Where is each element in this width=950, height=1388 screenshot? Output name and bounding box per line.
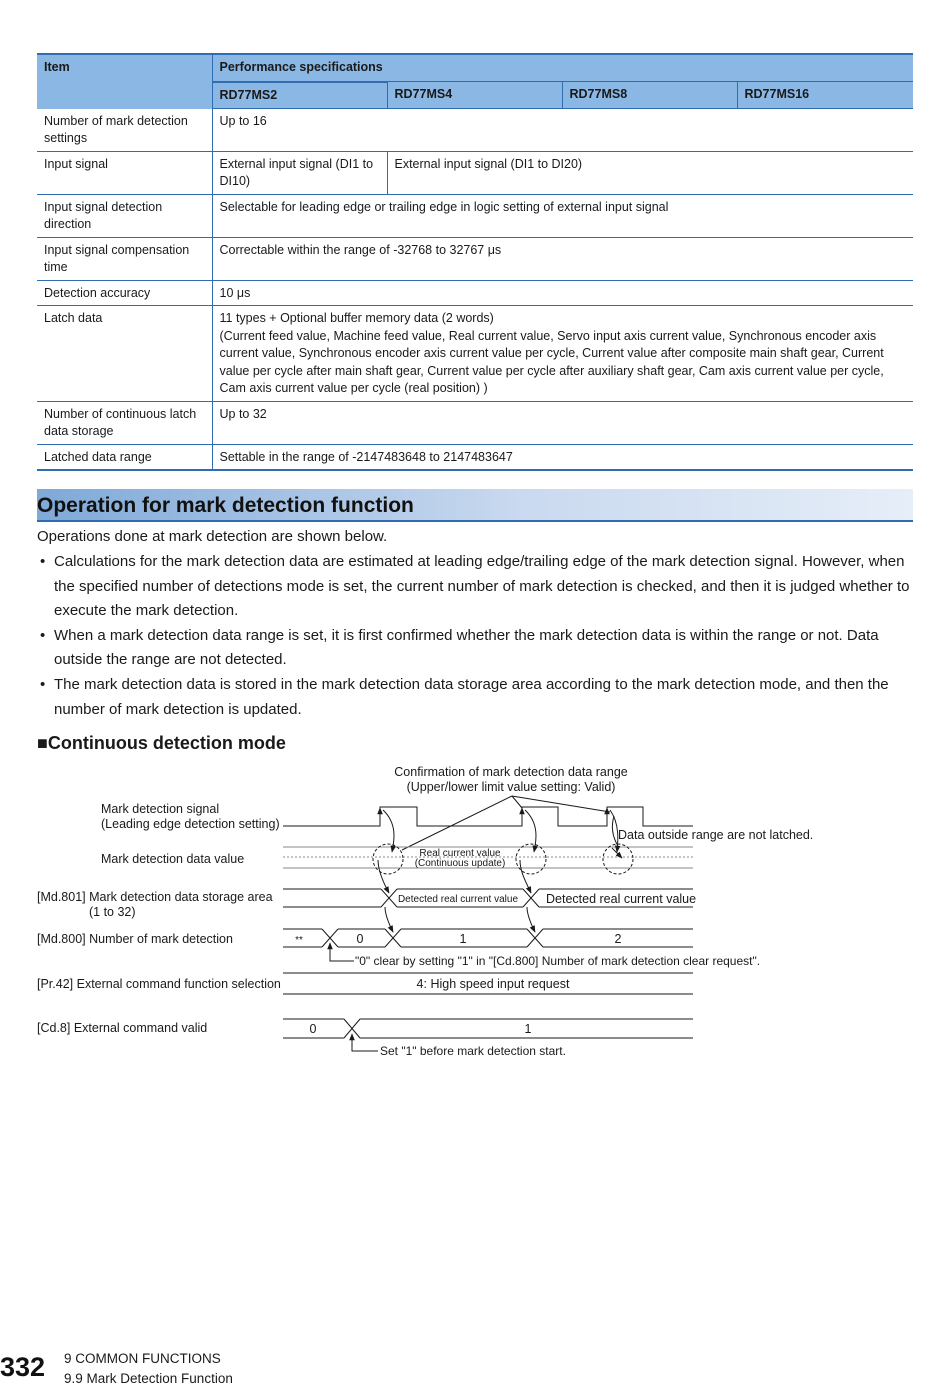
row-label: Number of mark detection settings [37, 109, 212, 152]
table-header-row [37, 54, 913, 82]
confirmation-label: Confirmation of mark detection data range [394, 765, 628, 779]
pointer-line [402, 796, 512, 850]
mark-detection-signal-waveform [283, 807, 693, 826]
footer-section: 9.9 Mark Detection Function [64, 1371, 233, 1386]
list-item [37, 673, 917, 722]
bullet-icon: • [40, 626, 46, 644]
footer-chapter: 9 COMMON FUNCTIONS [64, 1351, 221, 1366]
note-leader [330, 943, 354, 961]
valid-value: 0 [309, 1022, 317, 1036]
count-value: 0 [356, 932, 364, 946]
row-value [212, 306, 913, 402]
subsection-heading: ■Continuous detection mode [37, 733, 286, 753]
bullet-text: Calculations for the mark detection data are estimated at leading edge/trailing edge of the mark detection signal. However, when the specified number of detections mode is set, the current number of mark detection is checked, and then it is judged whether to execute the mark detection. [54, 553, 910, 620]
model-header: RD77MS8 [562, 82, 737, 109]
start-note: Set "1" before mark detection start. [380, 1044, 566, 1058]
row-value: Selectable for leading edge or trailing edge in logic setting of external input signal [212, 194, 913, 237]
row-label: Input signal compensation time [37, 237, 212, 280]
row-label: Detection accuracy [37, 280, 212, 306]
signal-label: (1 to 32) [89, 905, 136, 919]
table-row [37, 194, 913, 237]
bus-value: Detected real current value [546, 892, 697, 906]
row-value: Settable in the range of -2147483648 to 2147483647 [212, 444, 913, 470]
table-row [37, 109, 913, 152]
bus-transition [381, 889, 397, 907]
signal-label: [Md.800] Number of mark detection [37, 932, 233, 946]
row-value: External input signal (DI1 to DI20) [387, 151, 913, 194]
row-label: Latched data range [37, 444, 212, 470]
row-label: Latch data [37, 306, 212, 402]
row-label: Input signal detection direction [37, 194, 212, 237]
confirmation-label: (Upper/lower limit value setting: Valid) [406, 780, 616, 794]
real-value-label: (Continuous update) [414, 858, 506, 869]
latch-data-detail: (Current feed value, Machine feed value, Real current value, Servo input axis current value, Synchronous encoder axis current value, Synchronous encoder axis current value per cycle, Current value after composite main shaft gear, Current value per cycle after main shaft gear, Current value per cycle after auxiliary shaft gear, Cam axis current value per cycle, Cam axis current value per cycle (real position) ) [219, 328, 884, 395]
signal-label: [Cd.8] External command valid [37, 1021, 208, 1035]
bullet-text: When a mark detection data range is set, it is first confirmed whether the mark detection data is within the range or not. Data outside the range are not detected. [54, 626, 879, 669]
row-value: External input signal (DI1 to DI10) [212, 151, 387, 194]
signal-label: Mark detection data value [101, 852, 245, 866]
note-leader [352, 1034, 378, 1051]
count-value: 2 [614, 932, 622, 946]
item-header: Item [37, 54, 212, 109]
count-value: 1 [459, 932, 467, 946]
table-row [37, 306, 913, 402]
curved-arrow [520, 860, 531, 893]
intro-text: Operations done at mark detection are shown below. [37, 528, 388, 545]
outside-range-note: Data outside range are not latched. [618, 828, 814, 842]
bus-transition [523, 889, 539, 907]
bus-value: Detected real current value [397, 894, 519, 905]
row-value: Up to 16 [212, 109, 913, 152]
model-header: RD77MS2 [212, 82, 387, 109]
table-row [37, 151, 913, 194]
bullet-icon: • [40, 675, 46, 693]
table-row [37, 280, 913, 306]
curved-arrow [378, 860, 389, 893]
list-item [37, 624, 917, 673]
valid-value: 1 [524, 1022, 532, 1036]
pointer-line [512, 796, 610, 812]
model-header: RD77MS4 [387, 82, 562, 109]
timing-diagram [0, 760, 950, 1070]
curved-arrow [525, 810, 536, 852]
signal-label: [Md.801] Mark detection data storage area [37, 890, 273, 904]
page-number: 332 [0, 1352, 46, 1382]
curved-arrow [527, 907, 535, 932]
section-heading [37, 489, 913, 522]
bullet-text: The mark detection data is stored in the mark detection data storage area according to the mark detection mode, and then the number of mark detection is updated. [54, 675, 889, 718]
row-value: 10 μs [212, 280, 913, 306]
curved-arrow [385, 907, 393, 932]
signal-label: [Pr.42] External command function selection [37, 977, 281, 991]
row-value: Up to 32 [212, 401, 913, 444]
real-value-label: Real current value [419, 848, 501, 859]
row-value: Correctable within the range of -32768 to 32767 μs [212, 237, 913, 280]
bullet-icon: • [40, 553, 46, 570]
latch-data-summary: 11 types + Optional buffer memory data (2 words) [219, 311, 494, 325]
bullet-list [37, 550, 917, 722]
clear-note: "0" clear by setting "1" in "[Cd.800] Number of mark detection clear request". [355, 954, 761, 968]
detection-circle [603, 844, 633, 874]
count-value: ** [295, 935, 303, 946]
row-label: Number of continuous latch data storage [37, 401, 212, 444]
signal-label: (Leading edge detection setting) [101, 817, 280, 831]
model-header: RD77MS16 [737, 82, 913, 109]
curved-arrow [383, 810, 394, 852]
detection-circle [516, 844, 546, 874]
section-title: Operation for mark detection function [37, 494, 414, 517]
list-item [37, 550, 917, 624]
signal-label: Mark detection signal [101, 802, 220, 816]
performance-header: Performance specifications [212, 54, 913, 82]
row-label: Input signal [37, 151, 212, 194]
table-row [37, 237, 913, 280]
performance-spec-table [37, 53, 913, 471]
table-row [37, 401, 913, 444]
bus-value: 4: High speed input request [416, 977, 570, 991]
table-row [37, 444, 913, 470]
detection-circle [373, 844, 403, 874]
